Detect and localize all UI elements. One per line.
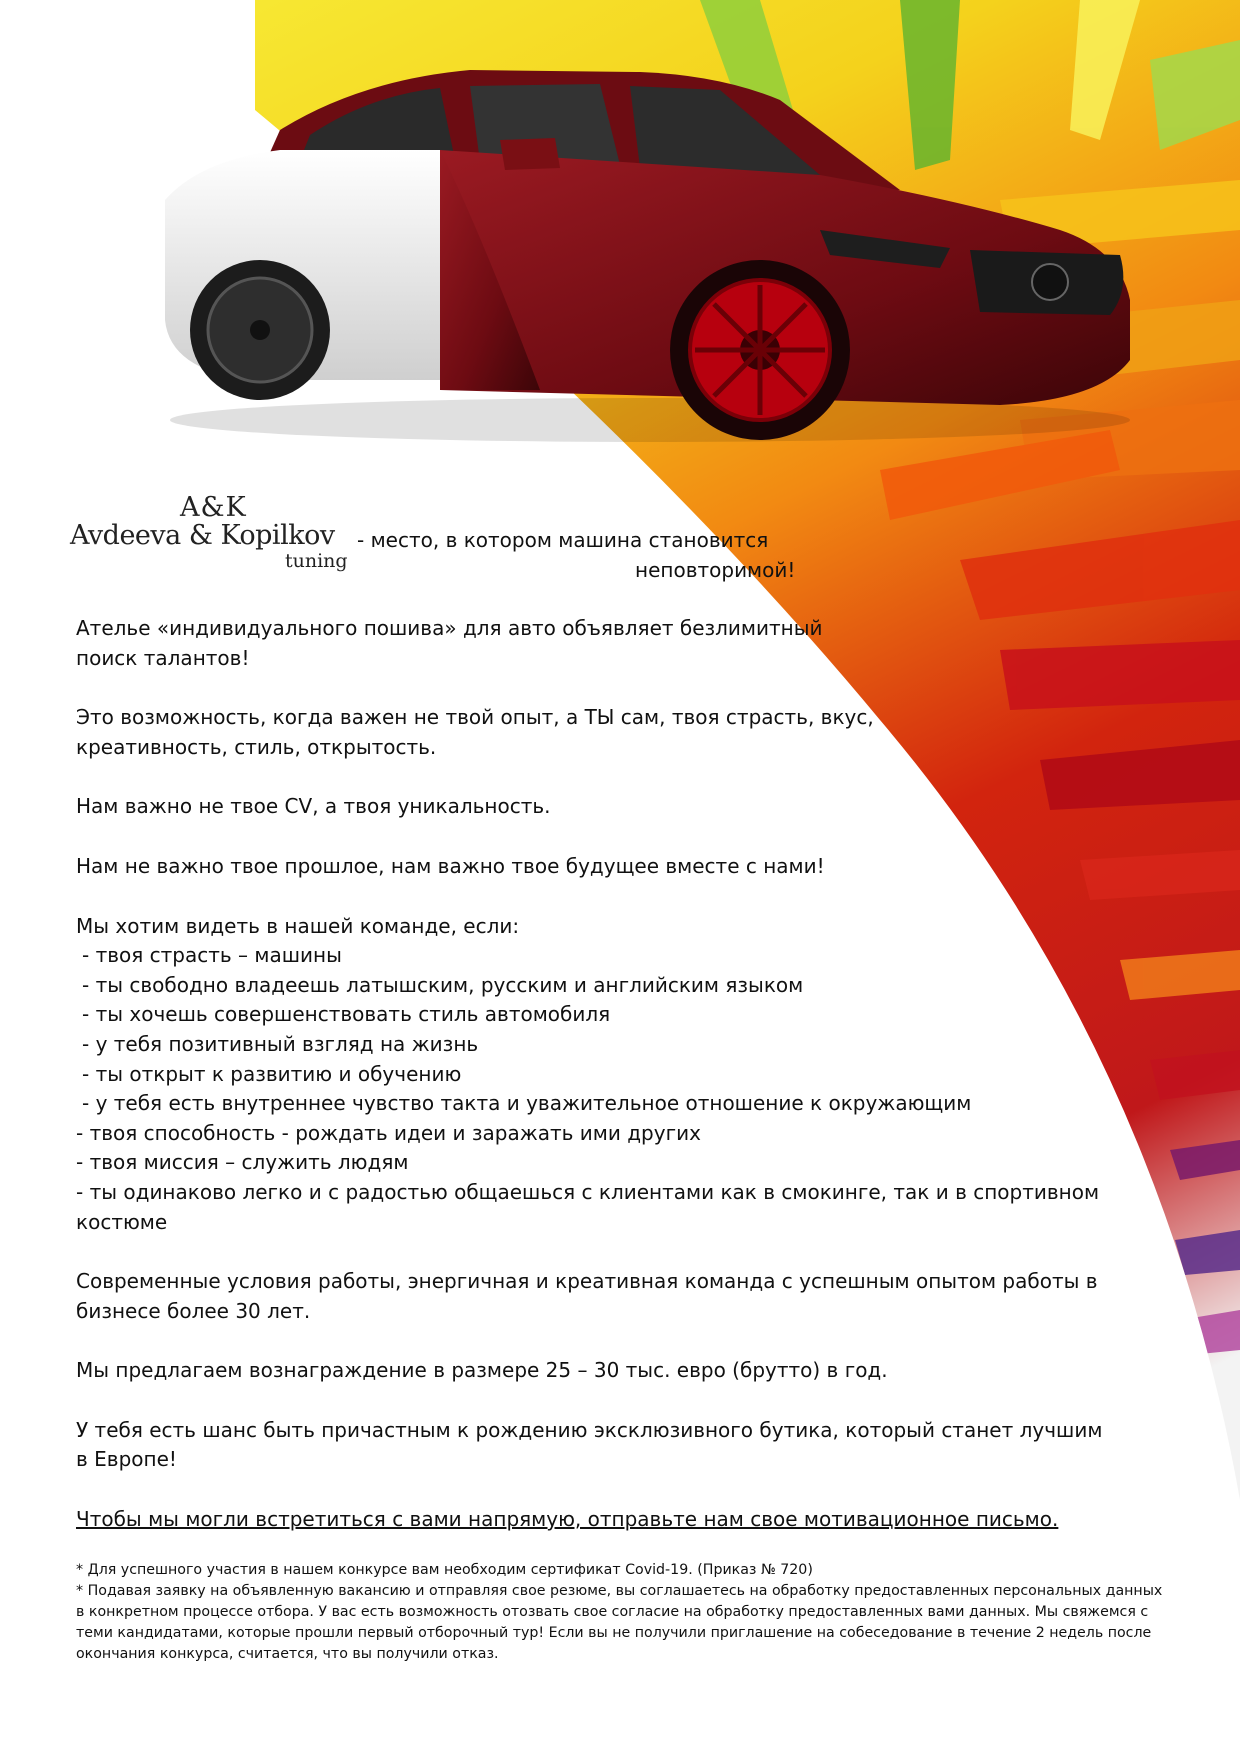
brand-name: Avdeeva & Kopilkov	[70, 520, 335, 551]
paragraph-conditions: Современные условия работы, энергичная и креативная команда с успешным опытом работы в бизнесе более 30 лет.	[76, 1269, 1098, 1323]
tagline-line-1: - место, в котором машина становится	[357, 528, 769, 552]
list-item: - ты открыт к развитию и обучению	[82, 1061, 462, 1086]
announcement-body	[76, 614, 1156, 1565]
paragraph-salary: Мы предлагаем вознаграждение в размере 25 – 30 тыс. евро (брутто) в год.	[76, 1358, 888, 1383]
tagline-line-2: неповторимой!	[635, 558, 796, 582]
requirements-list	[76, 912, 1156, 1238]
list-item: - у тебя есть внутреннее чувство такта и уважительное отношение к окружающим	[82, 1091, 972, 1116]
footnotes	[76, 1560, 1166, 1665]
call-to-action: Чтобы мы могли встретиться с вами напрямую, отправьте нам свое мотивационное письмо.	[76, 1507, 1059, 1532]
list-item: - ты одинаково легко и с радостью общаешься с клиентами как в смокинге, так и в спортивном костюме	[76, 1179, 1100, 1234]
paragraph-cv: Нам важно не твое CV, а твоя уникальность.	[76, 794, 551, 819]
list-item: - твоя страсть – машины	[82, 943, 342, 968]
list-item: - ты хочешь совершенствовать стиль автомобиля	[82, 1002, 611, 1027]
brand-monogram: A&K	[180, 492, 247, 523]
paragraph-future: Нам не важно твое прошлое, нам важно твое будущее вместе с нами!	[76, 853, 825, 878]
list-item: - ты свободно владеешь латышским, русским и английским языком	[82, 972, 804, 997]
brand-logo	[70, 492, 348, 582]
paragraph-boutique: У тебя есть шанс быть причастным к рождению эксклюзивного бутика, который станет лучшим в Европе!	[76, 1417, 1103, 1472]
paragraph-intro: Ателье «индивидуального пошива» для авто объявляет безлимитный поиск талантов!	[76, 616, 823, 670]
footnote-data-processing: * Подавая заявку на объявленную вакансию и отправляя свое резюме, вы соглашаетесь на обработку предоставленных персональных данных в конкретном процессе отбора. У вас есть возможность отозвать свое согласие на обработку предоставленных вами данных. Мы свяжемся с теми кандидатами, которые прошли первый отборочный тур! Если вы не получили приглашение на собеседование в течение 2 недель после окончания конкурса, считается, что вы получили отказ.	[76, 1583, 1163, 1662]
footnote-covid: * Для успешного участия в нашем конкурсе вам необходим сертификат Covid-19. (Приказ № 720)	[76, 1562, 813, 1578]
paragraph-opportunity: Это возможность, когда важен не твой опыт, а ТЫ сам, твоя страсть, вкус, креативность, стиль, открытость.	[76, 705, 874, 759]
brand-subtitle: tuning	[285, 550, 348, 572]
list-item: - твоя миссия – служить людям	[76, 1150, 409, 1175]
list-item: - твоя способность - рождать идеи и заражать ими других	[76, 1120, 701, 1145]
list-item: - у тебя позитивный взгляд на жизнь	[82, 1031, 479, 1056]
list-intro: Мы хотим видеть в нашей команде, если:	[76, 913, 520, 938]
